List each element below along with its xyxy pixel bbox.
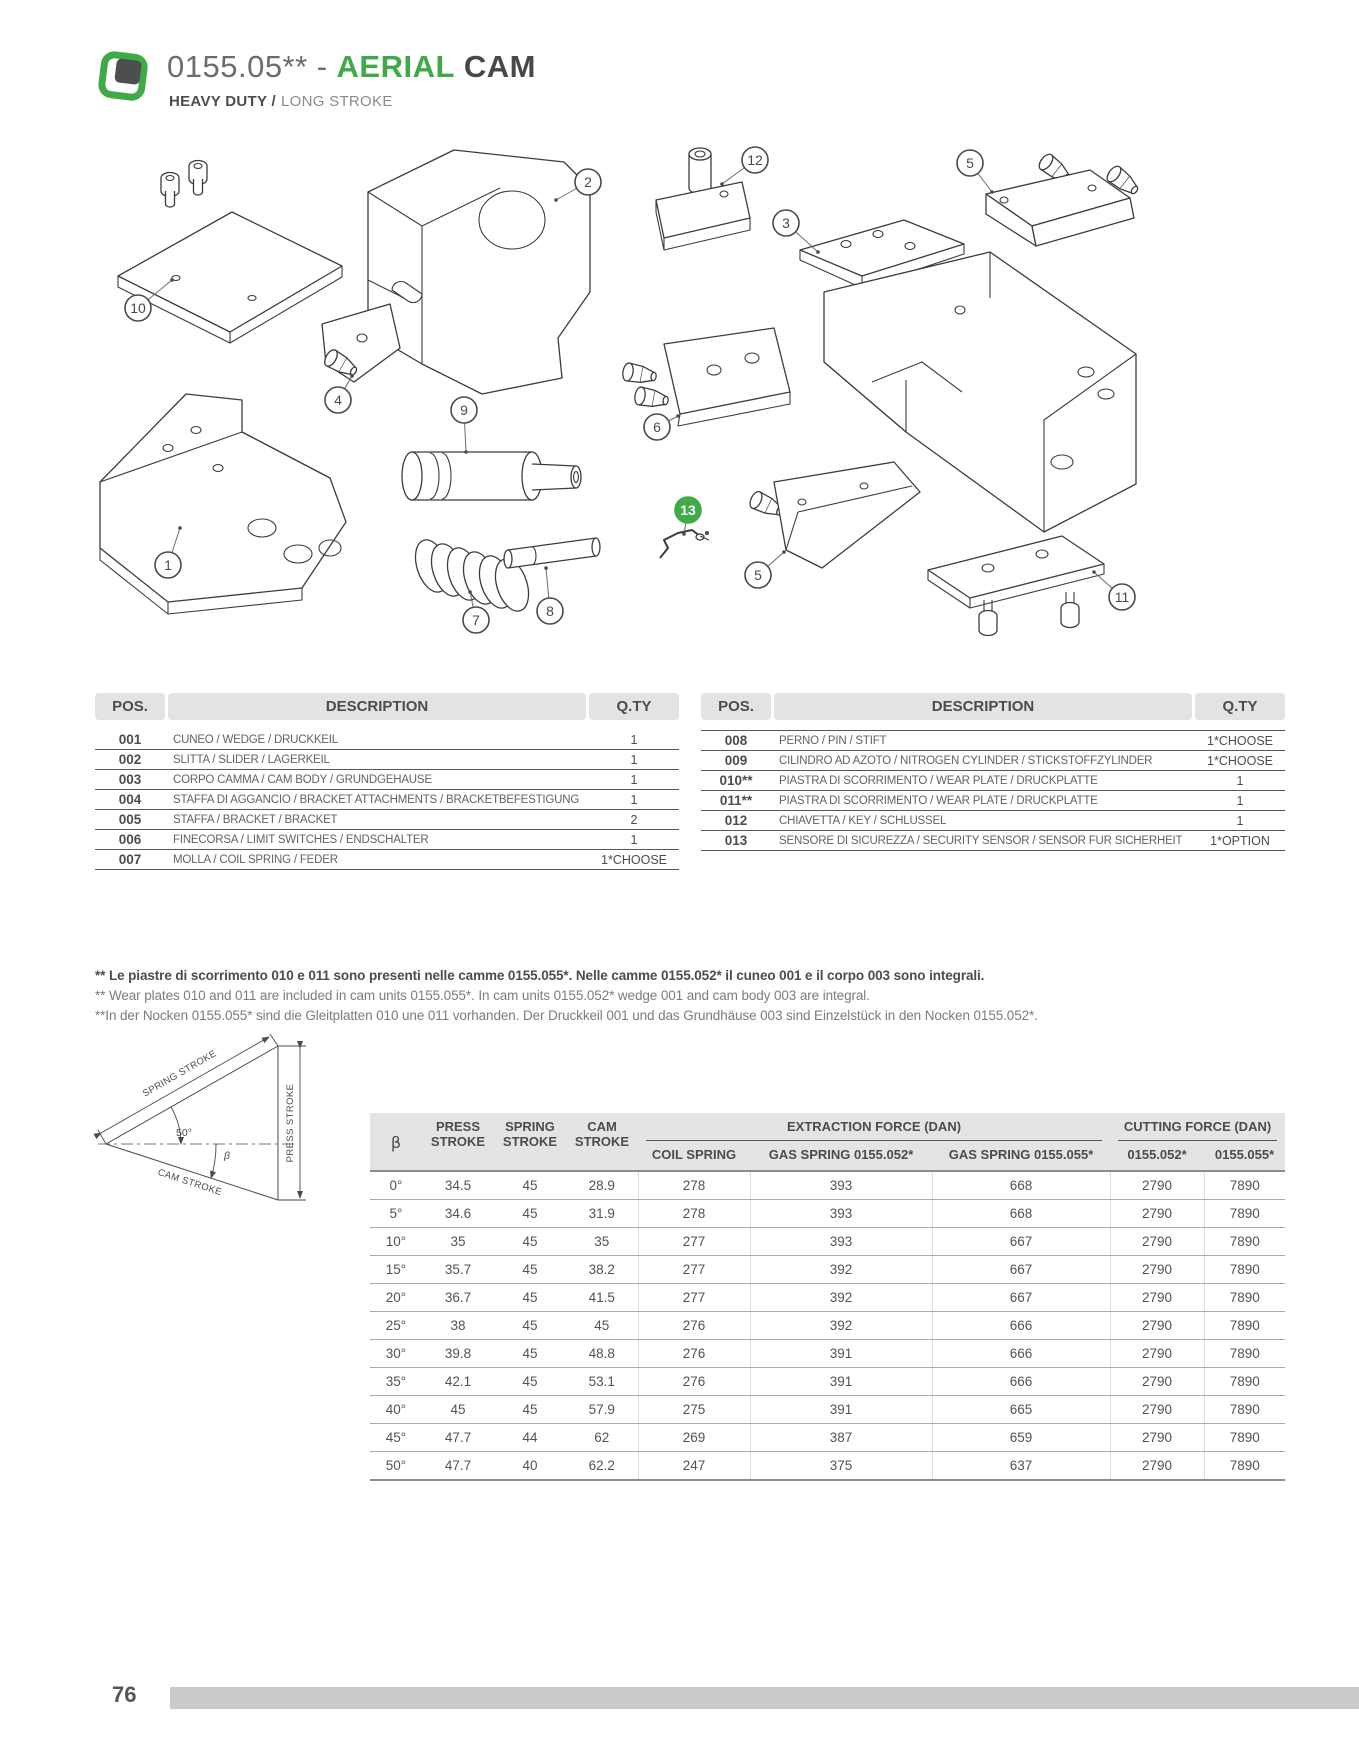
spec-spring: 45 [494, 1368, 566, 1396]
spec-press: 38 [422, 1312, 494, 1340]
spec-spring: 40 [494, 1452, 566, 1481]
spec-beta: 30° [370, 1340, 422, 1368]
spec-cut052: 2790 [1110, 1171, 1204, 1200]
part-description: PIASTRA DI SCORRIMENTO / WEAR PLATE / DRUCKPLATTE [779, 774, 1098, 787]
spec-gas055: 637 [932, 1452, 1110, 1481]
spec-spring: 44 [494, 1424, 566, 1452]
spec-gas052: 387 [750, 1424, 932, 1452]
part-description: CORPO CAMMA / CAM BODY / GRUNDGEHÄUSE [173, 773, 432, 786]
part-description: CHIAVETTA / KEY / SCHLÜSSEL [779, 814, 947, 827]
table-row [701, 791, 1285, 811]
table-row [95, 830, 679, 850]
spec-gas055: 666 [932, 1312, 1110, 1340]
spec-beta: 50° [370, 1452, 422, 1481]
part-qty: 1 [1236, 793, 1244, 808]
footnote-german: **In der Nocken 0155.055* sind die Gleitplatten 010 une 011 vorhanden. Der Druckkeil 001 und das Grundhäuse 003 sind Einzelstück in den Nocken 0155.052*. [95, 1008, 1038, 1023]
spec-press: 39.8 [422, 1340, 494, 1368]
spec-cam: 53.1 [566, 1368, 638, 1396]
table-row [95, 850, 679, 870]
diagram-spring-stroke-label: SPRING STROKE [140, 1048, 219, 1100]
footnotes [95, 966, 1265, 1026]
spec-cut055: 7890 [1204, 1312, 1285, 1340]
spec-gas052: 393 [750, 1200, 932, 1228]
spec-beta: 10° [370, 1228, 422, 1256]
page-subtitle [169, 93, 536, 110]
spec-beta: 40° [370, 1396, 422, 1424]
spec-spring: 45 [494, 1200, 566, 1228]
part-qty: 2 [630, 812, 638, 827]
spec-beta: 35° [370, 1368, 422, 1396]
column-group-cutting-force [1110, 1113, 1285, 1145]
diagram-beta-label: β [224, 1150, 230, 1162]
column-group-extraction-force [638, 1113, 1110, 1145]
title-block [167, 48, 536, 110]
table-row [370, 1171, 1285, 1200]
parts-table-body [95, 730, 679, 870]
spec-cam: 45 [566, 1312, 638, 1340]
spec-press: 34.6 [422, 1200, 494, 1228]
parts-table-right [701, 693, 1285, 870]
part-qty: 1*CHOOSE [601, 852, 667, 867]
callout-number: 8 [546, 603, 554, 619]
spec-table-body [370, 1171, 1285, 1480]
part-pos: 002 [118, 752, 142, 767]
spec-coil: 275 [638, 1396, 750, 1424]
part-qty: 1*OPTION [1210, 833, 1270, 848]
column-header-gas-spring-055: GAS SPRING 0155.055* [932, 1145, 1110, 1171]
spec-cut055: 7890 [1204, 1228, 1285, 1256]
page-number: 76 [112, 1682, 137, 1707]
part-qty: 1 [630, 752, 638, 767]
column-header-cutting-055: 0155.055* [1204, 1145, 1285, 1171]
table-row [370, 1424, 1285, 1452]
column-header-press-stroke: PRESS STROKE [422, 1113, 494, 1171]
column-header-cam-stroke: CAM STROKE [566, 1113, 638, 1171]
part-10-bracket-plate-drawing [118, 161, 342, 344]
part-08-pin-rod-drawing [504, 538, 600, 568]
part-01-wedge-drawing [100, 394, 346, 614]
title-rest: CAM [463, 49, 537, 84]
column-header-spring-stroke: SPRING STROKE [494, 1113, 566, 1171]
part-qty: 1 [630, 732, 638, 747]
spec-cut055: 7890 [1204, 1256, 1285, 1284]
table-row [701, 771, 1285, 791]
spec-cut052: 2790 [1110, 1228, 1204, 1256]
spec-cut052: 2790 [1110, 1256, 1204, 1284]
callout-number: 13 [680, 502, 696, 518]
table-row [370, 1284, 1285, 1312]
spec-beta: 5° [370, 1200, 422, 1228]
spec-cam: 62 [566, 1424, 638, 1452]
callout-11 [1092, 570, 1135, 610]
column-header-qty: Q.TY [589, 693, 679, 720]
spec-cut055: 7890 [1204, 1284, 1285, 1312]
parts-tables-row [95, 693, 1285, 870]
part-pos: 006 [118, 832, 142, 847]
table-row [95, 750, 679, 770]
callout-4 [325, 374, 354, 413]
spec-spring: 45 [494, 1256, 566, 1284]
page-title [167, 50, 536, 84]
spec-coil: 276 [638, 1340, 750, 1368]
stroke-diagram [92, 1032, 332, 1232]
callout-number: 6 [653, 419, 661, 435]
spec-spring: 45 [494, 1228, 566, 1256]
spec-cam: 62.2 [566, 1452, 638, 1481]
spec-cut055: 7890 [1204, 1396, 1285, 1424]
callout-6 [644, 414, 680, 440]
part-description: PIASTRA DI SCORRIMENTO / WEAR PLATE / DRUCKPLATTE [779, 794, 1098, 807]
part-description: STAFFA DI AGGANCIO / BRACKET ATTACHMENTS / BRACKETBEFESTIGUNG [173, 793, 580, 806]
spec-cut052: 2790 [1110, 1340, 1204, 1368]
spec-press: 36.7 [422, 1284, 494, 1312]
table-row [701, 731, 1285, 751]
spec-cut052: 2790 [1110, 1284, 1204, 1312]
part-qty: 1 [1236, 813, 1244, 828]
subtitle-light: LONG STROKE [280, 93, 393, 110]
spec-cut052: 2790 [1110, 1452, 1204, 1481]
callout-5 [745, 550, 786, 588]
part-06-limit-switch-block-drawing [622, 328, 790, 426]
part-09-nitrogen-cylinder-drawing [402, 452, 581, 500]
column-header-qty: Q.TY [1195, 693, 1285, 720]
part-12-key-drawing [656, 148, 750, 250]
part-description: PERNO / PIN / STIFT [779, 734, 887, 747]
spec-gas052: 391 [750, 1396, 932, 1424]
spec-coil: 276 [638, 1312, 750, 1340]
part-description: CUNEO / WEDGE / DRUCKKEIL [173, 733, 338, 746]
spec-cut052: 2790 [1110, 1368, 1204, 1396]
part-pos: 013 [724, 833, 748, 848]
spec-gas052: 391 [750, 1340, 932, 1368]
spec-cam: 48.8 [566, 1340, 638, 1368]
spec-coil: 269 [638, 1424, 750, 1452]
part-description: SLITTA / SLIDER / LAGERKEIL [173, 753, 330, 766]
spec-press: 45 [422, 1396, 494, 1424]
spec-cut055: 7890 [1204, 1200, 1285, 1228]
table-row [95, 730, 679, 750]
callout-12 [720, 147, 768, 186]
part-05-bracket-top-drawing [986, 152, 1142, 246]
table-row [370, 1312, 1285, 1340]
column-header-description: DESCRIPTION [774, 693, 1192, 720]
table-row [701, 831, 1285, 851]
spec-cam: 38.2 [566, 1256, 638, 1284]
table-row [370, 1396, 1285, 1424]
spec-cut052: 2790 [1110, 1312, 1204, 1340]
callout-number: 5 [966, 155, 974, 171]
spec-coil: 278 [638, 1171, 750, 1200]
spec-cam: 35 [566, 1228, 638, 1256]
part-description: MOLLA / COIL SPRING / FEDER [173, 853, 338, 866]
part-description: FINECORSA / LIMIT SWITCHES / ENDSCHALTER [173, 833, 429, 846]
spec-cut052: 2790 [1110, 1200, 1204, 1228]
spec-beta: 25° [370, 1312, 422, 1340]
part-qty: 1 [630, 772, 638, 787]
part-pos: 004 [118, 792, 142, 807]
spec-gas052: 392 [750, 1312, 932, 1340]
spec-gas055: 659 [932, 1424, 1110, 1452]
spec-coil: 277 [638, 1228, 750, 1256]
part-description: STAFFA / BRACKET / BRACKET [173, 813, 338, 826]
spec-gas052: 392 [750, 1256, 932, 1284]
part-pos: 003 [118, 772, 142, 787]
table-row [370, 1368, 1285, 1396]
spec-press: 47.7 [422, 1424, 494, 1452]
callout-8 [537, 566, 563, 624]
spec-table [370, 1113, 1285, 1481]
callout-9 [451, 397, 477, 454]
page-header [95, 48, 536, 110]
exploded-view-drawing [0, 130, 1359, 665]
table-row [95, 810, 679, 830]
diagram-angle-label: 50° [176, 1127, 192, 1139]
callout-number: 11 [1114, 589, 1130, 605]
column-header-description: DESCRIPTION [168, 693, 586, 720]
spec-gas055: 666 [932, 1340, 1110, 1368]
spec-coil: 277 [638, 1284, 750, 1312]
spec-cam: 31.9 [566, 1200, 638, 1228]
callout-number: 1 [164, 557, 172, 573]
spec-beta: 45° [370, 1424, 422, 1452]
spec-gas052: 393 [750, 1228, 932, 1256]
column-header-pos: POS. [95, 693, 165, 720]
part-pos: 012 [724, 813, 748, 828]
spec-gas055: 665 [932, 1396, 1110, 1424]
spec-gas055: 667 [932, 1228, 1110, 1256]
spec-gas055: 668 [932, 1171, 1110, 1200]
column-header-beta: β [370, 1113, 422, 1171]
callout-number: 2 [584, 174, 592, 190]
spec-press: 35.7 [422, 1256, 494, 1284]
callout-number: 4 [334, 392, 342, 408]
part-pos: 009 [724, 753, 748, 768]
table-row [701, 751, 1285, 771]
spec-beta: 15° [370, 1256, 422, 1284]
part-pos: 008 [724, 733, 748, 748]
spec-beta: 20° [370, 1284, 422, 1312]
spec-gas052: 375 [750, 1452, 932, 1481]
callout-number: 7 [472, 612, 480, 628]
callout-number: 5 [754, 567, 762, 583]
spec-spring: 45 [494, 1396, 566, 1424]
diagram-press-stroke-label: PRESS STROKE [285, 1083, 296, 1163]
spec-cam: 28.9 [566, 1171, 638, 1200]
part-02-slider-body-drawing [368, 150, 590, 394]
spec-gas055: 667 [932, 1284, 1110, 1312]
spec-spring: 45 [494, 1312, 566, 1340]
column-header-gas-spring-052: GAS SPRING 0155.052* [750, 1145, 932, 1171]
product-code: 0155.05** [167, 49, 308, 84]
parts-table-body [701, 730, 1285, 851]
spec-cut055: 7890 [1204, 1368, 1285, 1396]
part-pos: 010** [719, 773, 753, 788]
spec-cam: 57.9 [566, 1396, 638, 1424]
part-qty: 1 [630, 832, 638, 847]
cutting-force-label: CUTTING FORCE (DAN) [1118, 1119, 1277, 1141]
spec-gas052: 392 [750, 1284, 932, 1312]
spec-gas055: 668 [932, 1200, 1110, 1228]
part-05-bracket-bottom-drawing [748, 462, 920, 568]
spec-beta: 0° [370, 1171, 422, 1200]
diagram-cam-stroke-label: CAM STROKE [156, 1167, 224, 1199]
part-pos: 001 [118, 732, 142, 747]
spec-coil: 276 [638, 1368, 750, 1396]
title-dash: - [316, 49, 328, 84]
table-row [701, 811, 1285, 831]
parts-table-left [95, 693, 679, 870]
spec-cut055: 7890 [1204, 1424, 1285, 1452]
spec-cut055: 7890 [1204, 1452, 1285, 1481]
brand-logo-icon [95, 48, 151, 104]
spec-press: 35 [422, 1228, 494, 1256]
part-pos: 007 [118, 852, 142, 867]
footnote-english: ** Wear plates 010 and 011 are included in cam units 0155.055*. In cam units 0155.052* wedge 001 and cam body 003 are integral. [95, 988, 870, 1003]
part-description: CILINDRO AD AZOTO / NITROGEN CYLINDER / STICKSTOFFZYLINDER [779, 754, 1153, 767]
part-qty: 1 [630, 792, 638, 807]
part-pos: 005 [118, 812, 142, 827]
part-11-wear-plate-drawing [928, 536, 1104, 636]
table-row [370, 1256, 1285, 1284]
title-accent: AERIAL [336, 49, 455, 84]
spec-cut055: 7890 [1204, 1171, 1285, 1200]
callout-3 [773, 210, 820, 254]
spec-table-header [370, 1113, 1285, 1171]
part-qty: 1*CHOOSE [1207, 753, 1273, 768]
callout-5 [957, 150, 994, 194]
column-header-coil-spring: COIL SPRING [638, 1145, 750, 1171]
part-qty: 1 [1236, 773, 1244, 788]
part-description: SENSORE DI SICUREZZA / SECURITY SENSOR / SENSOR FÜR SICHERHEIT [779, 834, 1183, 847]
spec-spring: 45 [494, 1340, 566, 1368]
callout-number: 10 [130, 300, 146, 316]
parts-table-header [701, 693, 1285, 720]
table-row [370, 1452, 1285, 1481]
spec-coil: 277 [638, 1256, 750, 1284]
callout-number: 3 [782, 215, 790, 231]
spec-press: 34.5 [422, 1171, 494, 1200]
spec-gas055: 667 [932, 1256, 1110, 1284]
subtitle-bold: HEAVY DUTY / [169, 93, 276, 110]
spec-spring: 45 [494, 1284, 566, 1312]
table-row [370, 1228, 1285, 1256]
spec-spring: 45 [494, 1171, 566, 1200]
footnote-italian: ** Le piastre di scorrimento 010 e 011 sono presenti nelle camme 0155.055*. Nelle camme 0155.052* il cuneo 001 e il corpo 003 sono integrali. [95, 968, 985, 983]
spec-coil: 278 [638, 1200, 750, 1228]
part-pos: 011** [719, 793, 753, 808]
spec-cut055: 7890 [1204, 1340, 1285, 1368]
spec-coil: 247 [638, 1452, 750, 1481]
footer-bar [170, 1687, 1359, 1709]
spec-gas052: 391 [750, 1368, 932, 1396]
spec-press: 42.1 [422, 1368, 494, 1396]
part-qty: 1*CHOOSE [1207, 733, 1273, 748]
table-row [370, 1340, 1285, 1368]
spec-cam: 41.5 [566, 1284, 638, 1312]
spec-gas055: 666 [932, 1368, 1110, 1396]
spec-press: 47.7 [422, 1452, 494, 1481]
spec-cut052: 2790 [1110, 1424, 1204, 1452]
table-row [95, 770, 679, 790]
parts-table-header [95, 693, 679, 720]
column-header-pos: POS. [701, 693, 771, 720]
table-row [370, 1200, 1285, 1228]
callout-number: 12 [747, 152, 763, 168]
extraction-force-label: EXTRACTION FORCE (DAN) [646, 1119, 1102, 1141]
spec-gas052: 393 [750, 1171, 932, 1200]
table-row [95, 790, 679, 810]
column-header-cutting-052: 0155.052* [1110, 1145, 1204, 1171]
callout-number: 9 [460, 402, 468, 418]
spec-cut052: 2790 [1110, 1396, 1204, 1424]
part-04-bracket-attachment-drawing [322, 304, 400, 382]
